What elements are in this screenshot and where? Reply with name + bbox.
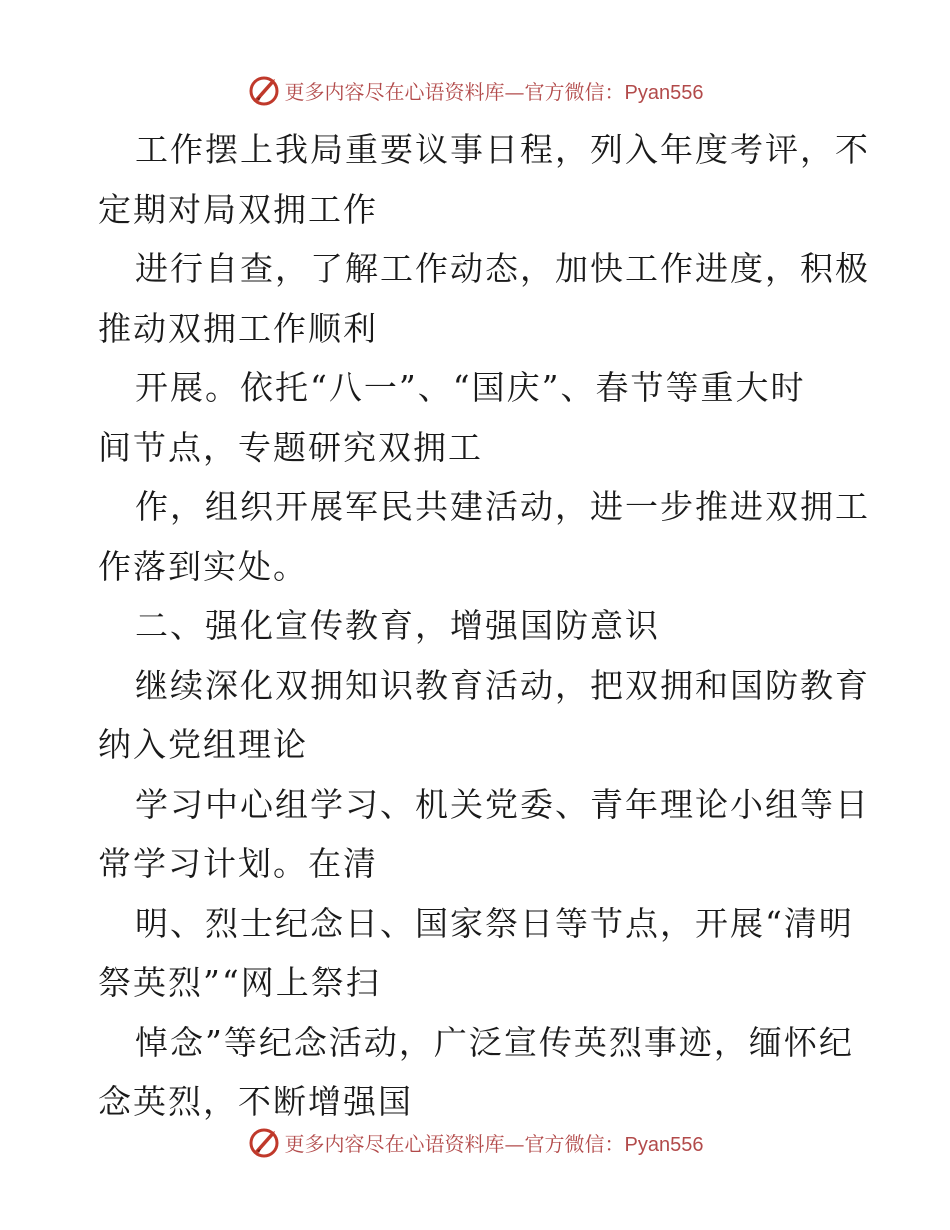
quill-pen-logo-icon: [247, 73, 281, 107]
quill-pen-logo-icon: [247, 1125, 281, 1159]
text-line: 明、烈士纪念日、国家祭日等节点，开展“清明: [135, 903, 854, 943]
text-line: 进行自查，了解工作动态，加快工作进度，积极: [135, 249, 870, 288]
text-line: 作落到实处。: [98, 546, 308, 586]
footer-banner: [0, 1122, 950, 1162]
header-banner-text: 更多内容尽在心语资料库—官方微信：Pyan556: [284, 79, 704, 104]
text-line: 纳入党组理论: [98, 725, 308, 764]
text-line: 定期对局双拥工作: [98, 189, 378, 229]
footer-wechat-id: Pyan556: [624, 1133, 704, 1156]
header-banner: [0, 70, 950, 110]
text-line: 祭英烈”“网上祭扫: [98, 963, 381, 1002]
text-line: 工作摆上我局重要议事日程，列入年度考评，不: [135, 130, 870, 169]
header-wechat-id: Pyan556: [624, 81, 704, 104]
text-line: 推动双拥工作顺利: [98, 308, 378, 348]
text-line: 悼念”等纪念活动，广泛宣传英烈事迹，缅怀纪: [135, 1022, 854, 1062]
text-line: 学习中心组学习、机关党委、青年理论小组等日: [135, 784, 870, 824]
text-line: 念英烈，不断增强国: [98, 1082, 413, 1121]
text-line: 间节点，专题研究双拥工: [98, 427, 483, 467]
footer-banner-text: 更多内容尽在心语资料库—官方微信：Pyan556: [284, 1131, 704, 1156]
text-line: 继续深化双拥知识教育活动，把双拥和国防教育: [135, 665, 870, 705]
text-line: 开展。依托“八一”、“国庆”、春节等重大时: [135, 368, 806, 407]
text-line: 常学习计划。在清: [98, 844, 378, 883]
text-line: 二、强化宣传教育，增强国防意识: [135, 606, 660, 645]
document-body: [98, 120, 870, 1132]
text-line: 作，组织开展军民共建活动，进一步推进双拥工: [135, 487, 870, 526]
